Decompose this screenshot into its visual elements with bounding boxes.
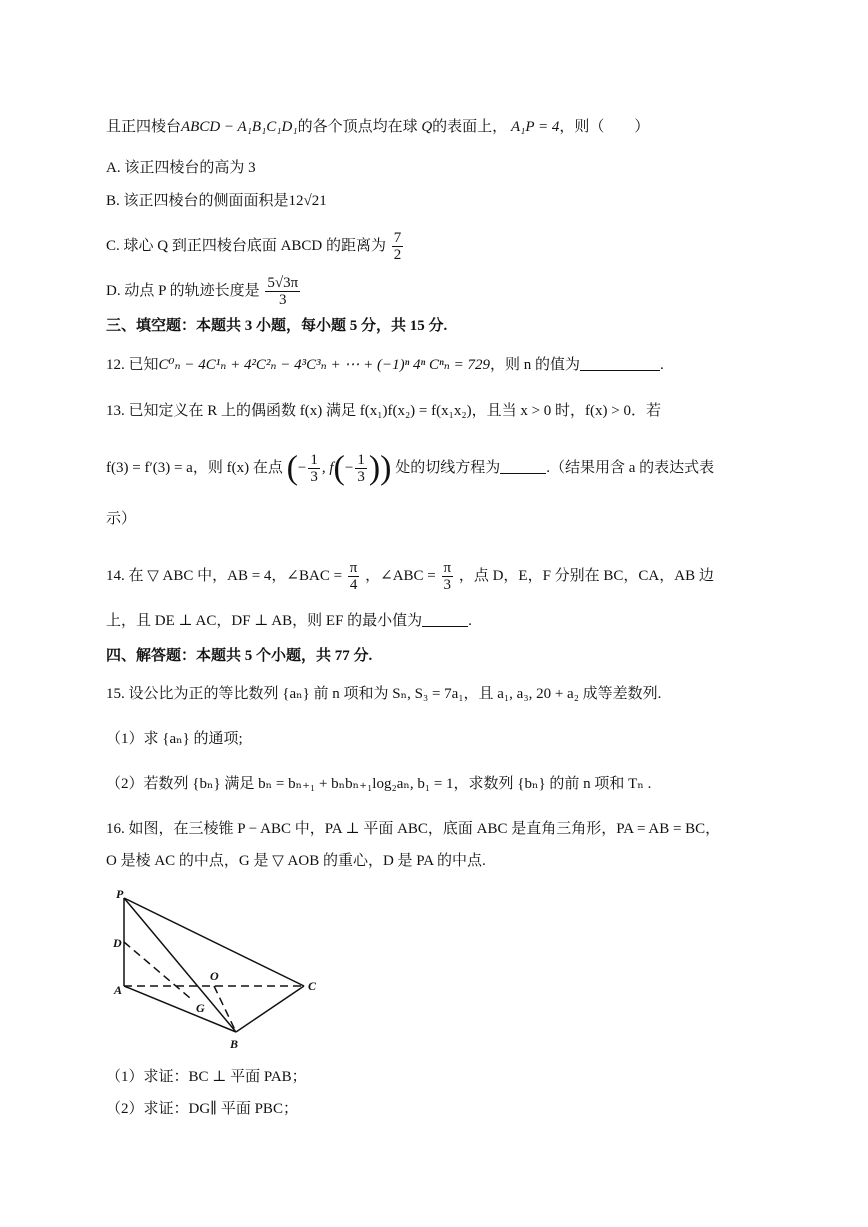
q13-line1: 13. 已知定义在 R 上的偶函数 f(x) 满足 f(x₁)f(x₂) = f(x₁x₂)，且当 x > 0 时，f(x) > 0．若 bbox=[106, 403, 661, 419]
label-p: P bbox=[116, 887, 124, 901]
edge-ab bbox=[124, 986, 236, 1032]
option-d: D. 动点 P 的轨迹长度是 $\frac{5√3\pi}{3}$ bbox=[106, 275, 299, 308]
label-c: C bbox=[308, 979, 317, 993]
section-4-heading: 四、解答题：本题共 5 个小题，共 77 分. bbox=[106, 648, 373, 664]
label-a: A bbox=[114, 983, 123, 997]
option-c: C. 球心 Q 到正四棱台底面 ABCD 的距离为 $\frac{7}{2}$ bbox=[106, 230, 402, 263]
answer-blank bbox=[500, 459, 546, 474]
label-d: D bbox=[113, 936, 122, 950]
condition-a1p: A₁P = 4 bbox=[510, 119, 560, 135]
q16-part1: （1）求证：BC ⊥ 平面 PAB； bbox=[106, 1069, 307, 1085]
frustum-name: ABCD − A₁B₁C₁D₁ bbox=[181, 119, 298, 135]
answer-blank bbox=[580, 356, 660, 371]
label-b: B bbox=[230, 1037, 239, 1051]
q15-part2: （2）若数列 {bₙ} 满足 bₙ = bₙ₊₁ + bₙbₙ₊₁log₂aₙ, b₁ = 1，求数列 {bₙ} 的前 n 项和 Tₙ . bbox=[106, 776, 652, 792]
q13-line2: f(3) = f′(3) = a，则 f(x) 在点 (− $\frac{1}{3}$ , f(− $\frac{1}{3}$ )) 处的切线方程为 .（结果用含 a 的表达式表 bbox=[106, 449, 715, 487]
fraction-trajectory: $\frac{5√3\pi}{3}$ bbox=[267, 275, 299, 308]
label-g: G bbox=[196, 1001, 205, 1015]
label-o: O bbox=[210, 969, 219, 983]
edge-pb bbox=[124, 898, 236, 1032]
q16-line2: O 是棱 AC 的中点，G 是 ▽ AOB 的重心，D 是 PA 的中点. bbox=[106, 853, 486, 869]
answer-blank bbox=[422, 612, 468, 627]
q15-part1: （1）求 {aₙ} 的通项; bbox=[106, 731, 243, 747]
q14-line1: 14. 在 ▽ ABC 中，AB = 4，∠BAC = $\frac{\pi}{4}$ ，∠ABC = $\frac{\pi}{3}$ ，点 D，E，F 分别在 BC，CA，AB 边 bbox=[106, 560, 714, 593]
option-a: A. 该正四棱台的高为 3 bbox=[106, 160, 256, 176]
pyramid-figure bbox=[108, 884, 338, 1054]
q15-stem: 15. 设公比为正的等比数列 {aₙ} 前 n 项和为 Sₙ, S₃ = 7a₁，且 a₁, a₃, 20 + a₂ 成等差数列. bbox=[106, 686, 662, 702]
q14-line2: 上，且 DE ⊥ AC，DF ⊥ AB，则 EF 的最小值为 . bbox=[106, 613, 472, 629]
section-3-heading: 三、填空题：本题共 3 小题，每小题 5 分，共 15 分. bbox=[106, 318, 448, 334]
edge-bc bbox=[236, 986, 304, 1032]
q13-line3: 示） bbox=[106, 511, 137, 527]
q12: 12. 已知C⁰ₙ − 4C¹ₙ + 4²C²ₙ − 4³C³ₙ + ⋯ + (−1)ⁿ 4ⁿ Cⁿₙ = 729，则 n 的值为 . bbox=[106, 357, 664, 373]
q16-line1: 16. 如图，在三棱锥 P − ABC 中，PA ⊥ 平面 ABC，底面 ABC 是直角三角形，PA = AB = BC， bbox=[106, 821, 721, 837]
q11-stem: 且正四棱台ABCD − A₁B₁C₁D₁的各个顶点均在球 Q的表面上， A₁P = 4，则（ ） bbox=[106, 119, 650, 135]
q16-part2: （2）求证：DG∥ 平面 PBC； bbox=[106, 1101, 298, 1117]
option-b: B. 该正四棱台的侧面面积是12√21 bbox=[106, 193, 327, 209]
fraction-7-2: $\frac{7}{2}$ bbox=[393, 230, 402, 263]
